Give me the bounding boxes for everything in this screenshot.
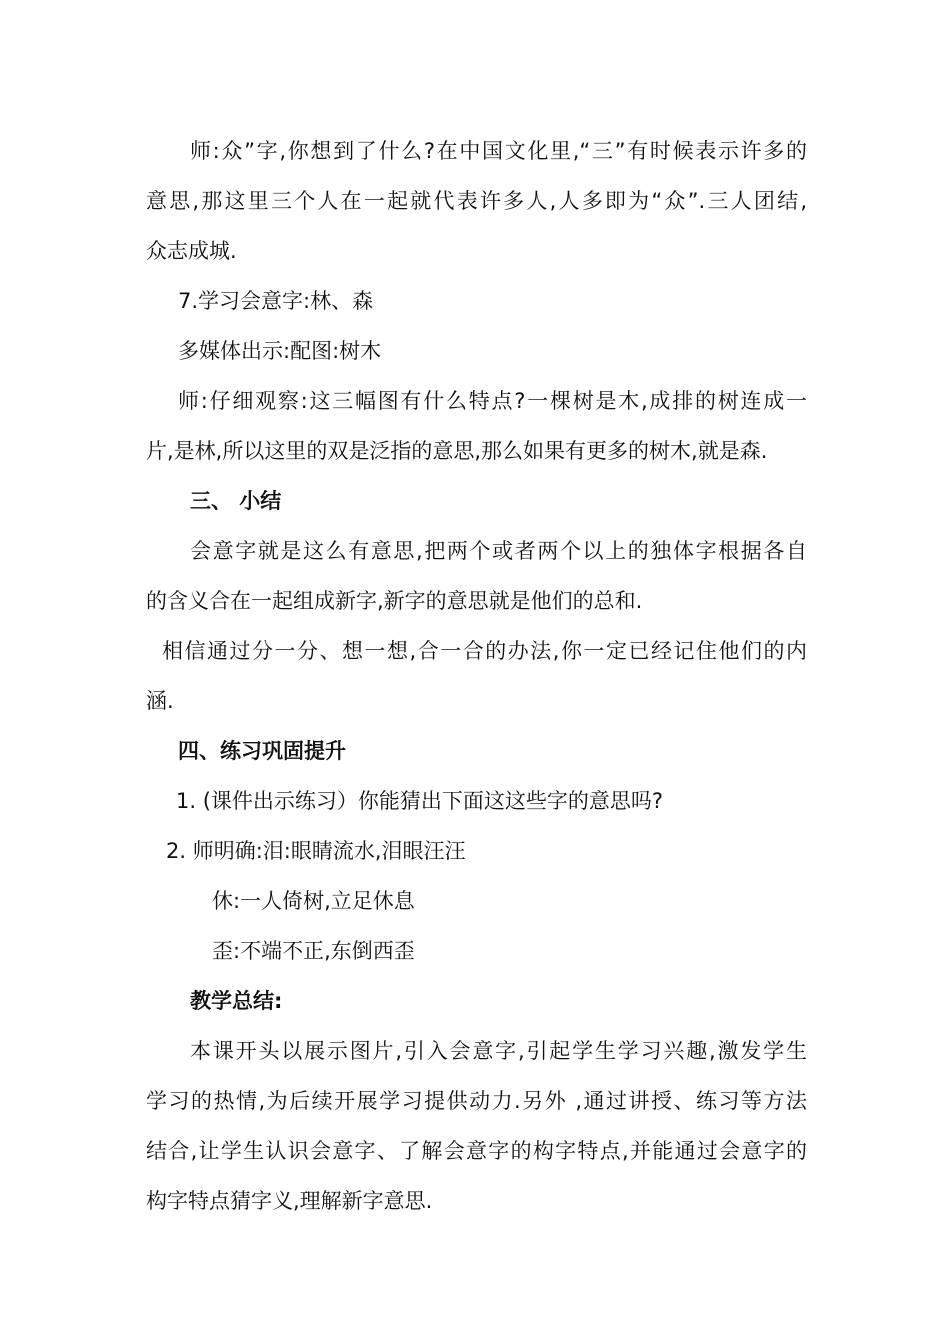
paragraph-line: 本课开头以展示图片,引入会意字,引起学生学习兴趣,激发学生: [190, 1039, 807, 1063]
paragraph-line: 构字特点猜字义,理解新字意思.: [146, 1189, 433, 1213]
paragraph-line: 的含义合在一起组成新字,新字的意思就是他们的总和.: [146, 589, 643, 613]
paragraph-line: 意思,那这里三个人在一起就代表许多人,人多即为“众”.三人团结,: [146, 189, 807, 213]
section-heading: 教学总结:: [190, 989, 283, 1013]
section-heading: 四、练习巩固提升: [178, 739, 346, 763]
paragraph-line: 会意字就是这么有意思,把两个或者两个以上的独体字根据各自: [190, 539, 807, 563]
paragraph-line: 结合,让学生认识会意字、了解会意字的构字特点,并能通过会意字的: [146, 1139, 807, 1163]
paragraph-line: 学习的热情,为后续开展学习提供动力.另外 ,通过讲授、练习等方法: [146, 1089, 807, 1113]
list-item: 2. 师明确:泪:眼睛流水,泪眼汪汪: [166, 839, 466, 863]
section-heading: 三、 小结: [190, 489, 282, 513]
list-item: 休:一人倚树,立足休息: [212, 889, 415, 913]
paragraph-line: 多媒体出示:配图:树木: [178, 339, 382, 363]
paragraph-line: 片,是林,所以这里的双是泛指的意思,那么如果有更多的树木,就是森.: [146, 439, 768, 463]
paragraph-line: 师:众”字,你想到了什么?在中国文化里,“三”有时候表示许多的: [190, 139, 807, 163]
list-item: 歪:不端不正,东倒西歪: [212, 939, 415, 963]
paragraph-line: 相信通过分一分、想一想,合一合的办法,你一定已经记住他们的内: [162, 639, 807, 663]
paragraph-line: 师:仔细观察:这三幅图有什么特点?一棵树是木,成排的树连成一: [178, 389, 807, 413]
paragraph-line: 涵.: [146, 689, 174, 713]
list-item: 1. (课件出示练习）你能猜出下面这这些字的意思吗?: [176, 789, 664, 813]
paragraph-line: 众志成城.: [146, 239, 237, 263]
list-item: 7.学习会意字:林、森: [178, 289, 374, 313]
